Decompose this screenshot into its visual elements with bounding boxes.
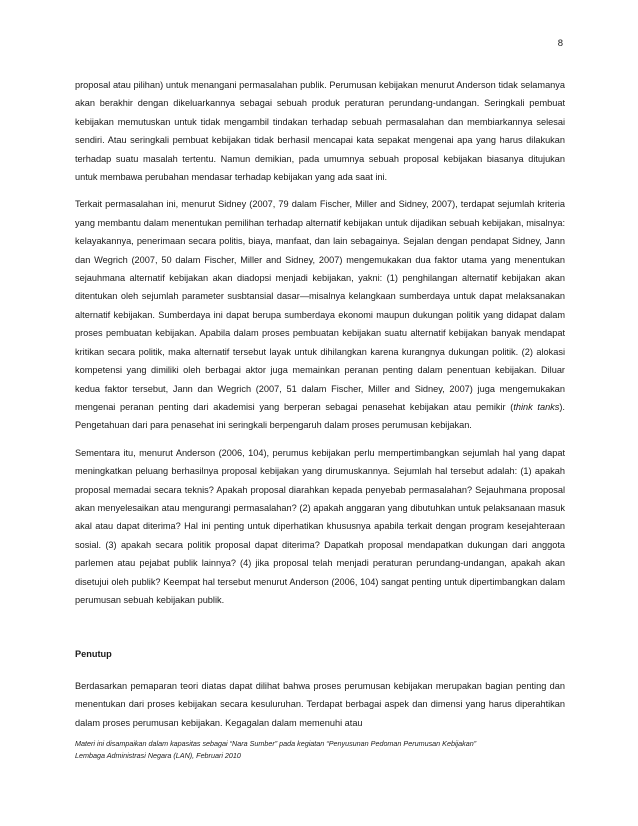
body-content — [75, 76, 565, 741]
paragraph-2-ending: ). Pengetahuan dari para penasehat ini seringkali berpengaruh dalam proses perumusan kebijakan. — [75, 401, 565, 431]
footer-line-2: Lembaga Administrasi Negara (LAN), Februari 2010 — [75, 751, 241, 760]
paragraph-2 — [75, 195, 565, 434]
footer-line-1: Materi ini disampaikan dalam kapasitas sebagai “Nara Sumber” pada kegiatan “Penyusunan Pedoman Perumusan Kebijakan” — [75, 739, 477, 748]
paragraph-2-text: Terkait permasalahan ini, menurut Sidney (2007, 79 dalam Fischer, Miller and Sidney, 2007), terdapat sejumlah kriteria yang membantu dalam menentukan pemilihan terhadap alternatif kebijakan untuk dijadikan sebuah kebijakan, misalnya: kelayakannya, penerimaan secara politis, biaya, manfaat, dan lain sebagainya. Sejalan dengan pendapat Sidney, Jann dan Wegrich (2007, 50 dalam Fischer, Miller and Sidney, 2007) mengemukakan dua faktor utama yang menentukan sejauhmana alternatif kebijakan akan diadopsi menjadi kebijakan, yakni: (1) penghilangan alternatif kebijakan akan ditentukan oleh sejumlah parameter susbtansial dasar—misalnya kelangkaan sumberdaya untuk dapat melaksanakan alternatif kebijakan. Sumberdaya ini dapat berupa sumberdaya ekonomi maupun dukungan politik yang didapat dalam proses pembuatan kebijakan. Apabila dalam proses pembuatan kebijakan suatu alternatif kebijakan banyak mendapat kritikan secara politik, maka alternatif tersebut layak untuk dihilangkan karena kurangnya dukungan politik. (2) alokasi kompetensi yang dimiliki oleh berbagai aktor juga memainkan peranan penting dalam penentuan kebijakan. Diluar kedua faktor tersebut, Jann dan Wegrich (2007, 51 dalam Fischer, Miller and Sidney, 2007) juga mengemukakan mengenai peranan penting dari akademisi yang berperan sebagai penasehat kebijakan atau pemikir ( — [75, 199, 565, 412]
page-footer — [75, 738, 565, 762]
closing-paragraph: Berdasarkan pemaparan teori diatas dapat dilihat bahwa proses perumusan kebijakan merupakan bagian penting dan menentukan dari proses kebijakan secara kesuluruhan. Terdapat berbagai aspek dan dimensi yang harus diperahtikan dalam proses perumusan kebijakan. Kegagalan dalam memenuhi atau — [75, 680, 565, 728]
paragraph-3: Sementara itu, menurut Anderson (2006, 104), perumus kebijakan perlu mempertimbangkan sejumlah hal yang dapat meningkatkan peluang berhasilnya proposal kebijakan yang dirumuskannya. Sejumlah hal tersebut adalah: (1) apakah proposal memadai secara teknis? Apakah proposal diarahkan kepada penyebab permasalahan? Sejauhmana proposal akan menyelesaikan atau mengurangi permasalahan? (2) apakah anggaran yang dibutuhkan untuk pelaksanaan masuk akal atau dapat diterima? Hal ini penting untuk diperhatikan khususnya apabila terkait dengan program kesejahteraan sosial. (3) apakah secara politik proposal dapat diterima? Dapatkah proposal mendapatkan dukungan dari anggota parlemen atau pejabat publik lainnya? (4) jika proposal telah menjadi peraturan perundang-undangan, apakah akan disetujui oleh publik? Keempat hal tersebut menurut Anderson (2006, 104) sangat penting untuk dipertimbangkan dalam perumusan sebuah kebijakan publik. — [75, 447, 565, 605]
page-number: 8 — [557, 38, 563, 49]
paragraph-2-italic-term: think tanks — [513, 401, 560, 412]
section-heading: Penutup — [75, 649, 112, 660]
paragraph-1: proposal atau pilihan) untuk menangani permasalahan publik. Perumusan kebijakan menurut Anderson tidak selamanya akan berakhir dengan dikeluarkannya sebagai sebuah produk peraturan perundang-undangan. Seringkali pembuat kebijakan memutuskan untuk tidak mengambil tindakan terhadap sebuah permasalahan dan membiarkannya selesai sendiri. Atau seringkali pembuat kebijakan tidak berhasil mencapai kata sepakat mengenai apa yang harus dilakukan terhadap suatu masalah tertentu. Namun demikian, pada umumnya sebuah proposal kebijakan biasanya ditujukan untuk membawa perubahan mendasar terhadap kebijakan yang ada saat ini. — [75, 80, 565, 183]
